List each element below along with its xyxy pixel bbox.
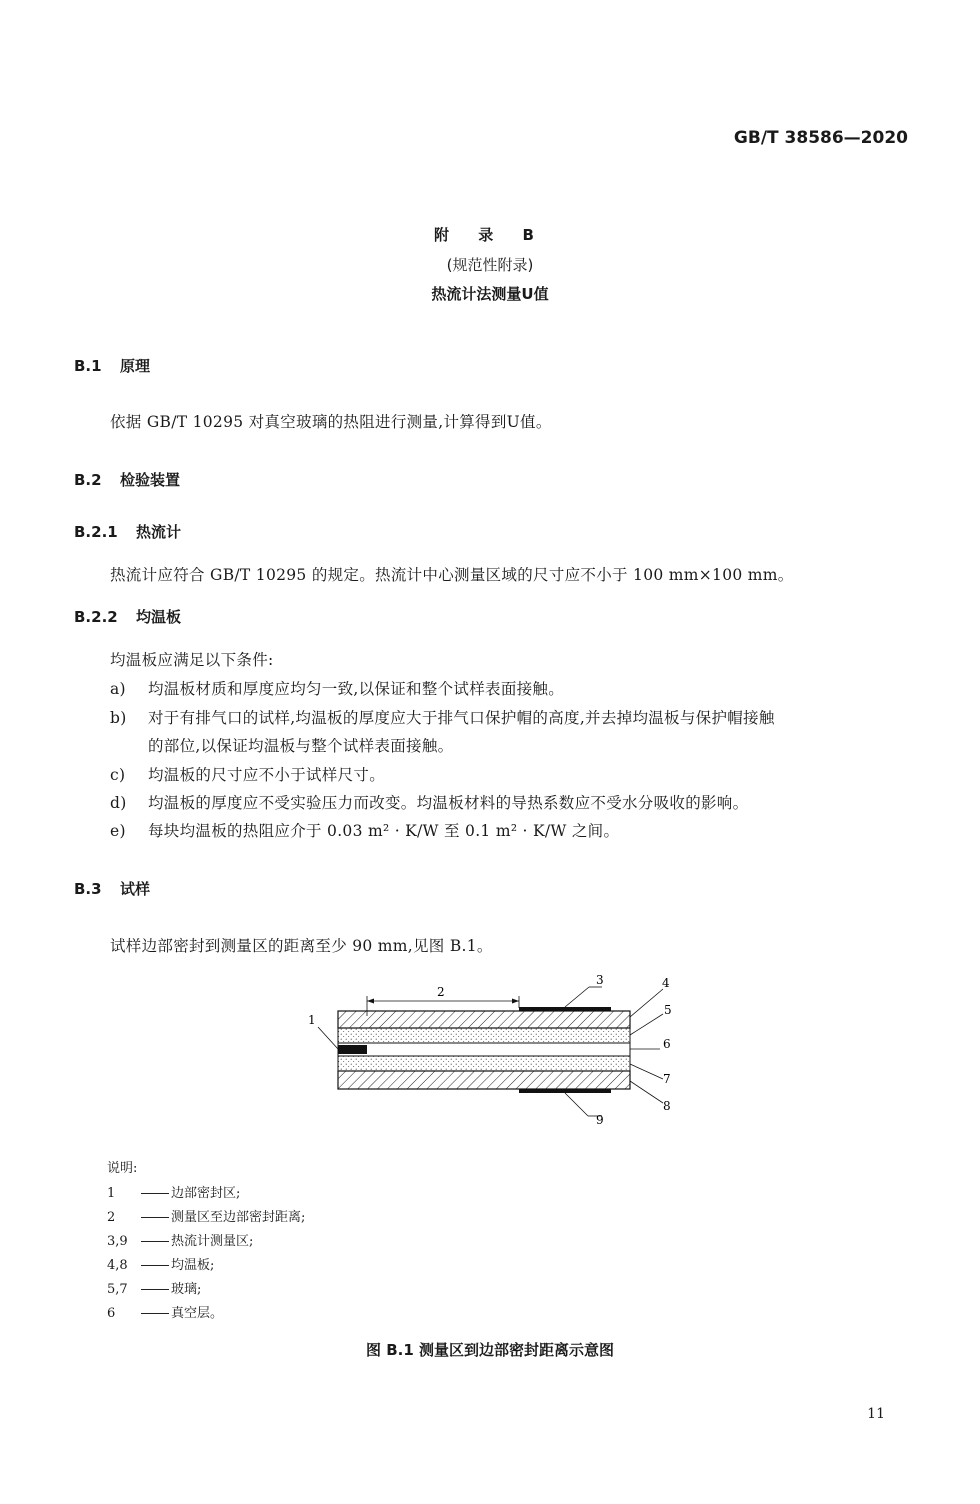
heading-number: B.2: [74, 471, 102, 489]
legend-key: 5,7: [107, 1282, 128, 1297]
legend-key: 3,9: [107, 1234, 128, 1249]
list-item: [110, 706, 775, 728]
figure-label: 1: [308, 1013, 316, 1027]
paragraph-b1: 依据 GB/T 10295 对真空玻璃的热阻进行测量,计算得到U值。: [110, 413, 552, 431]
figure-label: 2: [437, 985, 445, 999]
list-text: 对于有排气口的试样,均温板的厚度应大于排气口保护帽的高度,并去掉均温板与保护帽接触: [148, 709, 775, 727]
legend-key: 2: [107, 1210, 116, 1225]
heading-text: 原理: [120, 357, 151, 375]
figure-label: 7: [663, 1072, 671, 1086]
legend-text: 真空层。: [171, 1306, 224, 1321]
list-item: [110, 791, 748, 813]
list-text: 均温板的尺寸应不小于试样尺寸。: [148, 766, 386, 784]
list-marker: d): [110, 794, 127, 812]
figure-label: 4: [662, 976, 670, 990]
heading-b3: [74, 878, 150, 899]
legend-row: [107, 1206, 305, 1225]
legend-row: [107, 1254, 214, 1273]
heading-b22: [74, 606, 181, 627]
list-marker: b): [110, 709, 127, 727]
legend-row: [107, 1302, 223, 1321]
top-glass: [338, 1028, 630, 1043]
legend-text: 热流计测量区;: [171, 1234, 254, 1249]
list-text: 每块均温板的热阻应介于 0.03 m² · K/W 至 0.1 m² · K/W 之间。: [148, 822, 620, 840]
list-marker: a): [110, 680, 126, 698]
figure-label: 9: [596, 1113, 604, 1127]
legend-text: 玻璃;: [171, 1282, 202, 1297]
figure-label: 8: [663, 1099, 671, 1113]
list-text: 均温板材质和厚度应均匀一致,以保证和整个试样表面接触。: [148, 680, 565, 698]
heading-number: B.1: [74, 357, 102, 375]
heading-text: 热流计: [136, 523, 182, 541]
list-item: [110, 677, 564, 699]
paragraph-b21: 热流计应符合 GB/T 10295 的规定。热流计中心测量区域的尺寸应不小于 100 mm×100 mm。: [110, 566, 794, 584]
heading-text: 试样: [120, 880, 151, 898]
list-text-continued: 的部位,以保证均温板与整个试样表面接触。: [148, 737, 454, 755]
heading-number: B.2.2: [74, 608, 118, 626]
heat-flow-meter-bottom: [519, 1089, 611, 1093]
legend-row: [107, 1182, 240, 1201]
legend-key: 6: [107, 1306, 116, 1321]
appendix-title: 附 录 B: [434, 226, 546, 244]
list-item: [110, 819, 619, 841]
list-marker: e): [110, 822, 126, 840]
heading-b1: [74, 355, 150, 376]
figure-label: 5: [664, 1003, 672, 1017]
legend-row: [107, 1230, 253, 1249]
list-item: [110, 763, 385, 785]
legend-title: 说明:: [107, 1161, 138, 1176]
heading-b2: [74, 469, 180, 490]
legend-text: 边部密封区;: [171, 1186, 241, 1201]
paragraph-b22-intro: 均温板应满足以下条件:: [110, 651, 274, 669]
legend-text: 测量区至边部密封距离;: [171, 1210, 306, 1225]
appendix-type: (规范性附录): [446, 256, 534, 274]
heading-b21: [74, 521, 181, 542]
heading-text: 均温板: [136, 608, 182, 626]
legend-key: 1: [107, 1186, 116, 1201]
figure-caption: 图 B.1 测量区到边部密封距离示意图: [365, 1341, 614, 1359]
figure-label: 3: [596, 973, 604, 987]
page-number: 11: [867, 1406, 885, 1422]
heading-number: B.2.1: [74, 523, 118, 541]
figure-label: 6: [663, 1037, 671, 1051]
appendix-subject: 热流计法测量U值: [431, 285, 549, 303]
list-marker: c): [110, 766, 126, 784]
list-text: 均温板的厚度应不受实验压力而改变。均温板材料的导热系数应不受水分吸收的影响。: [148, 794, 749, 812]
heading-text: 检验装置: [120, 471, 181, 489]
paragraph-b3: 试样边部密封到测量区的距离至少 90 mm,见图 B.1。: [110, 937, 493, 955]
heat-flow-meter-top: [519, 1007, 611, 1011]
bottom-glass: [338, 1056, 630, 1071]
legend-key: 4,8: [107, 1258, 128, 1273]
bottom-plate: [338, 1071, 630, 1089]
top-plate: [338, 1011, 630, 1028]
heading-number: B.3: [74, 880, 102, 898]
legend-text: 均温板;: [171, 1258, 215, 1273]
standard-code: GB/T 38586—2020: [733, 128, 908, 148]
edge-seal: [338, 1045, 367, 1054]
vacuum-layer: [338, 1043, 630, 1056]
figure-b1-diagram: [300, 968, 690, 1133]
legend-row: [107, 1278, 201, 1297]
